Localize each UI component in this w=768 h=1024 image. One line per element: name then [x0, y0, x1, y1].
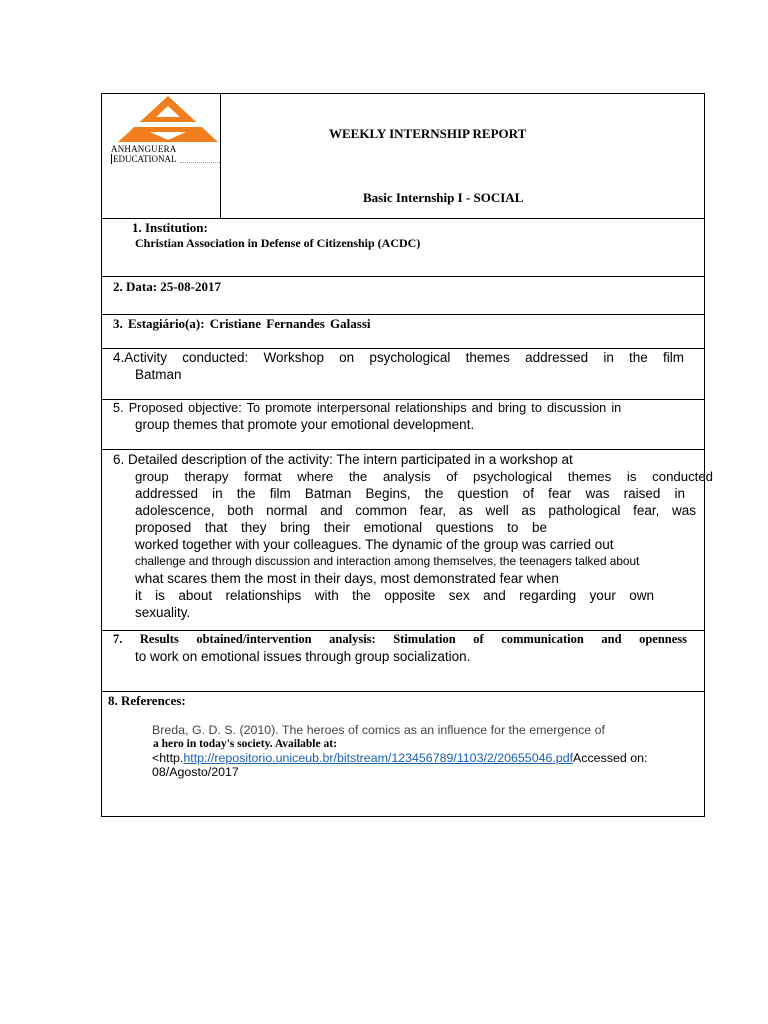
- reference-line1: Breda, G. D. S. (2010). The heroes of comics as an influence for the emergence of: [152, 723, 605, 737]
- intern-field: 3. Estagiário(a): Cristiane Fernandes Galassi: [113, 316, 371, 331]
- institution-value: Christian Association in Defense of Citizenship (ACDC): [135, 236, 421, 250]
- row-divider: [102, 348, 704, 349]
- activity-line1: 4.Activity conducted: Workshop on psychological themes addressed in the film: [113, 350, 684, 365]
- header-column-divider: [220, 94, 221, 218]
- row-divider: [102, 691, 704, 692]
- objective-line2: group themes that promote your emotional development.: [135, 417, 475, 432]
- row-divider: [102, 630, 704, 631]
- description-line: it is about relationships with the opposite sex and regarding your own: [135, 588, 654, 603]
- reference-line4: 08/Agosto/2017: [152, 765, 239, 779]
- description-line: addressed in the film Batman Begins, the question of fear was raised in: [135, 486, 685, 501]
- date-field: 2. Data: 25-08-2017: [113, 279, 221, 294]
- results-line1: 7. Results obtained/intervention analysis: Stimulation of communication and openness: [113, 632, 687, 646]
- logo-text-line1: ANHANGUERA: [111, 144, 177, 154]
- reference-line2: a hero in today's society. Available at:: [153, 738, 337, 750]
- reference-link[interactable]: http://repositorio.uniceub.br/bitstream/123456789/1103/2/20655046.pdf: [183, 751, 574, 765]
- anhanguera-logo: [110, 94, 220, 169]
- report-subtitle: Basic Internship I - SOCIAL: [363, 190, 524, 205]
- description-line: proposed that they bring their emotional questions to be: [135, 520, 547, 535]
- references-label: 8. References:: [108, 693, 186, 708]
- description-line: challenge and through discussion and interaction among themselves, the teenagers talked about: [135, 554, 640, 568]
- logo-underline: [180, 162, 220, 163]
- reference-link-prefix: <http.: [152, 751, 184, 765]
- description-line: sexuality.: [135, 605, 191, 620]
- row-divider: [102, 276, 704, 277]
- row-divider: [102, 218, 704, 219]
- objective-line1: 5. Proposed objective: To promote interpersonal relationships and bring to discussion in: [113, 401, 622, 415]
- report-title: WEEKLY INTERNSHIP REPORT: [329, 126, 527, 141]
- results-line2: to work on emotional issues through group socialization.: [135, 649, 471, 664]
- logo-text-line2: EDUCATIONAL: [113, 154, 177, 164]
- row-divider: [102, 314, 704, 315]
- description-line: adolescence, both normal and common fear, as well as pathological fear, was: [135, 503, 696, 518]
- row-divider: [102, 449, 704, 450]
- description-line: what scares them the most in their days, most demonstrated fear when: [135, 571, 559, 586]
- activity-line2: Batman: [135, 367, 182, 382]
- reference-line3: [152, 751, 647, 765]
- description-line: group therapy format where the analysis of psychological themes is conducted: [135, 469, 713, 484]
- row-divider: [102, 399, 704, 400]
- report-table: [101, 93, 713, 817]
- description-line: 6. Detailed description of the activity: The intern participated in a workshop at: [113, 452, 573, 467]
- reference-link-suffix: Accessed on:: [573, 751, 648, 765]
- institution-label: 1. Institution:: [132, 220, 208, 235]
- description-line: worked together with your colleagues. The dynamic of the group was carried out: [135, 537, 614, 552]
